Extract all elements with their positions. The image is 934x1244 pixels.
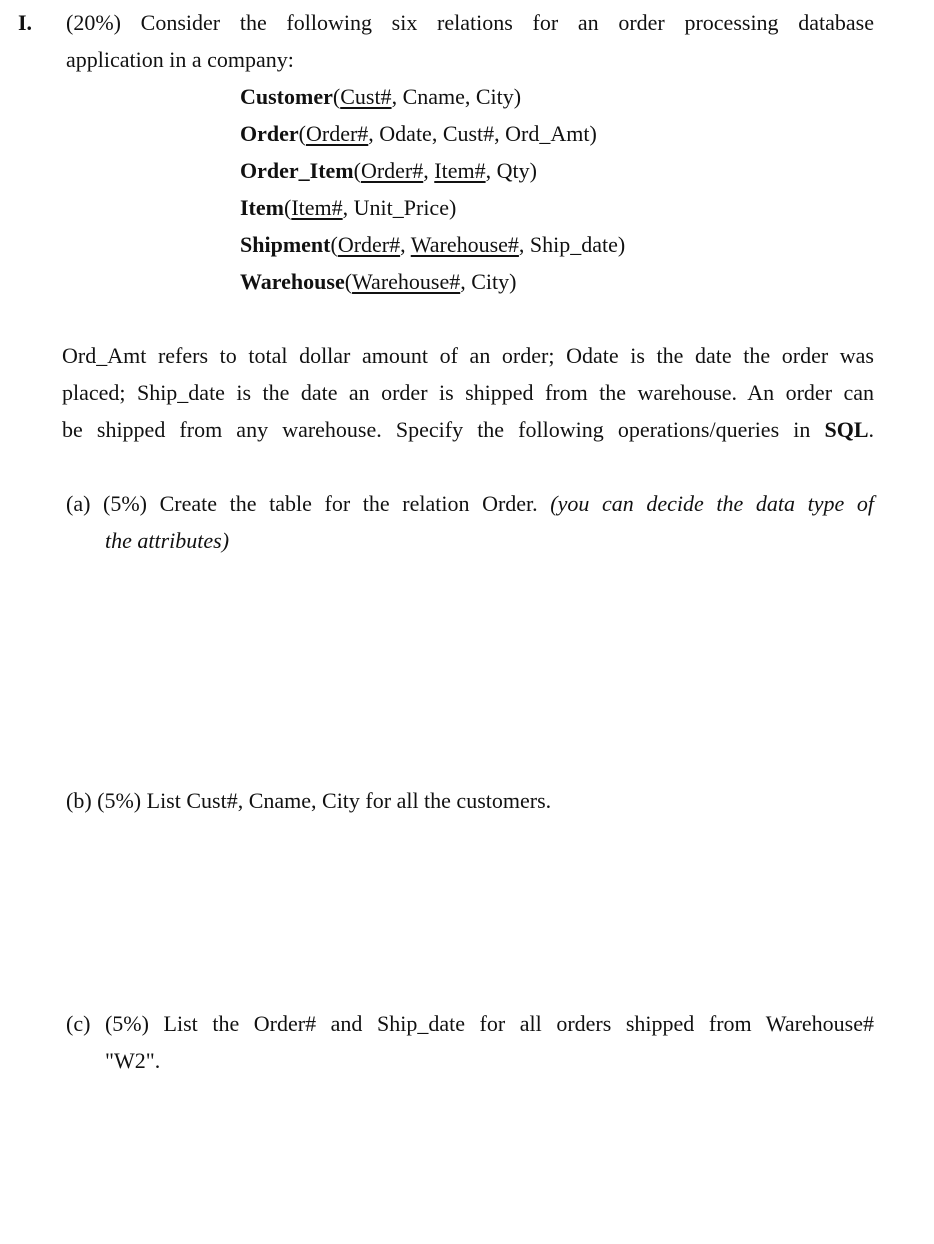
relation-name: Order	[240, 121, 299, 146]
relation-name: Item	[240, 195, 284, 220]
relation-name: Warehouse	[240, 269, 345, 294]
relation-separator: ,	[423, 158, 435, 183]
relation-name: Shipment	[240, 232, 331, 257]
relation-warehouse	[240, 269, 516, 295]
relation-key: Item#	[291, 195, 343, 220]
relation-key: Warehouse#	[410, 232, 519, 257]
part-a-text: (a) (5%) Create the table for the relation Order.	[66, 491, 538, 516]
description-line-2: placed; Ship_date is the date an order is shipped from the warehouse. An order can	[62, 380, 874, 405]
relation-shipment	[240, 232, 625, 258]
relation-open-paren: (	[298, 121, 306, 146]
relation-name: Customer	[240, 84, 333, 109]
relation-item	[240, 195, 456, 221]
relation-attributes: , Odate, Cust#, Ord_Amt)	[368, 121, 597, 146]
part-b: (b) (5%) List Cust#, Cname, City for all the customers.	[66, 788, 552, 813]
relation-attributes: , Ship_date)	[518, 232, 626, 257]
part-a-line-2: the attributes)	[105, 528, 230, 553]
relation-open-paren: (	[353, 158, 361, 183]
relation-attributes: , Unit_Price)	[342, 195, 457, 220]
description-line-3-period: .	[868, 417, 875, 442]
relation-attributes: , City)	[460, 269, 517, 294]
description-line-1: Ord_Amt refers to total dollar amount of an order; Odate is the date the order was	[62, 343, 874, 368]
relation-name: Order_Item	[240, 158, 354, 183]
part-c-line-1: (c) (5%) List the Order# and Ship_date for all orders shipped from Warehouse#	[66, 1011, 874, 1036]
part-c-line-2: "W2".	[105, 1048, 161, 1073]
question-number: I.	[18, 10, 33, 35]
question-intro-line-1: (20%) Consider the following six relations for an order processing database	[66, 10, 874, 35]
relation-order-item	[240, 158, 537, 184]
relation-key: Order#	[305, 121, 369, 146]
relation-attributes: , Cname, City)	[391, 84, 522, 109]
relation-customer	[240, 84, 521, 110]
relation-key: Order#	[360, 158, 424, 183]
part-a-note: (you can decide the data type of	[550, 491, 874, 516]
relation-open-paren: (	[344, 269, 353, 294]
relation-key: Warehouse#	[352, 269, 461, 294]
relation-attributes: , Qty)	[485, 158, 537, 183]
relation-key: Order#	[337, 232, 401, 257]
relation-key: Item#	[434, 158, 486, 183]
relation-key: Cust#	[340, 84, 392, 109]
relation-open-paren: (	[332, 84, 341, 109]
relation-open-paren: (	[283, 195, 292, 220]
relation-order	[240, 121, 597, 147]
relation-separator: ,	[400, 232, 411, 257]
sql-keyword: SQL	[824, 417, 869, 442]
description-line-3-text: be shipped from any warehouse. Specify the following operations/queries in	[62, 417, 811, 442]
part-a-line-1	[66, 491, 874, 517]
question-intro-line-2: application in a company:	[66, 47, 294, 72]
relation-open-paren: (	[330, 232, 338, 257]
description-line-3	[62, 417, 874, 443]
